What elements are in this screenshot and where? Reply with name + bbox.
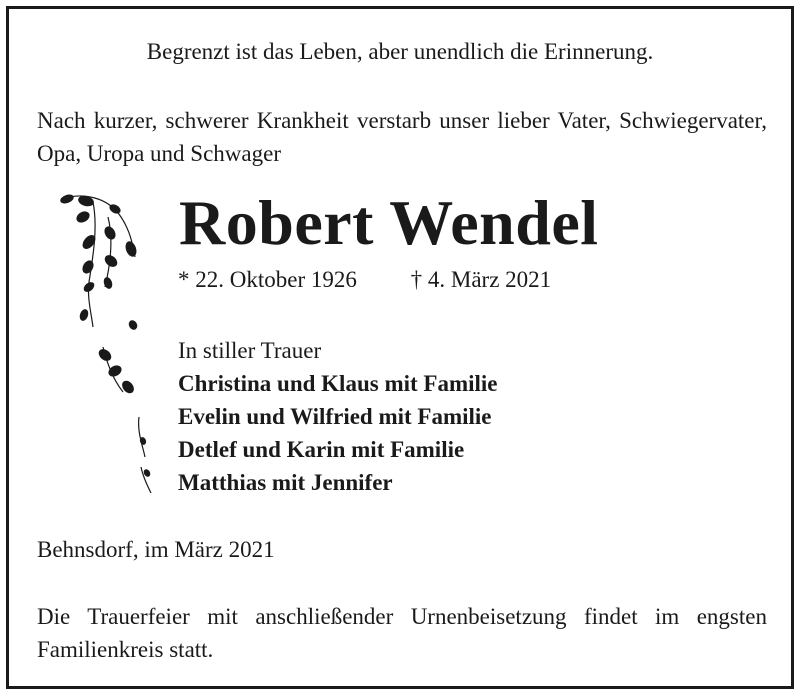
motto: Begrenzt ist das Leben, aber unendlich die Erinnerung. [146, 39, 654, 64]
birth-date: * 22. Oktober 1926 [178, 267, 357, 292]
death-date: † 4. März 2021 [410, 267, 552, 292]
mourners-block [178, 334, 497, 499]
place-and-date: Behnsdorf, im März 2021 [37, 537, 275, 562]
leaf-branch-icon [53, 187, 153, 507]
mourner-family: Evelin und Wilfried mit Familie [178, 404, 492, 429]
mourner-family: Christina und Klaus mit Familie [178, 371, 498, 396]
deceased-name: Robert Wendel [179, 187, 599, 258]
mourning-heading: In stiller Trauer [178, 338, 322, 363]
intro-text: Nach kurzer, schwerer Krankheit verstarb unser lieber Vater, Schwiegervater, Opa, Uropa und Schwager [37, 108, 767, 166]
life-dates [178, 267, 551, 293]
funeral-notice: Die Trauerfeier mit anschließender Urnenbeisetzung findet im engsten Familienkreis statt. [37, 604, 767, 662]
obituary-frame [6, 6, 794, 689]
mourner-family: Detlef und Karin mit Familie [178, 437, 465, 462]
mourner-family: Matthias mit Jennifer [178, 470, 393, 495]
